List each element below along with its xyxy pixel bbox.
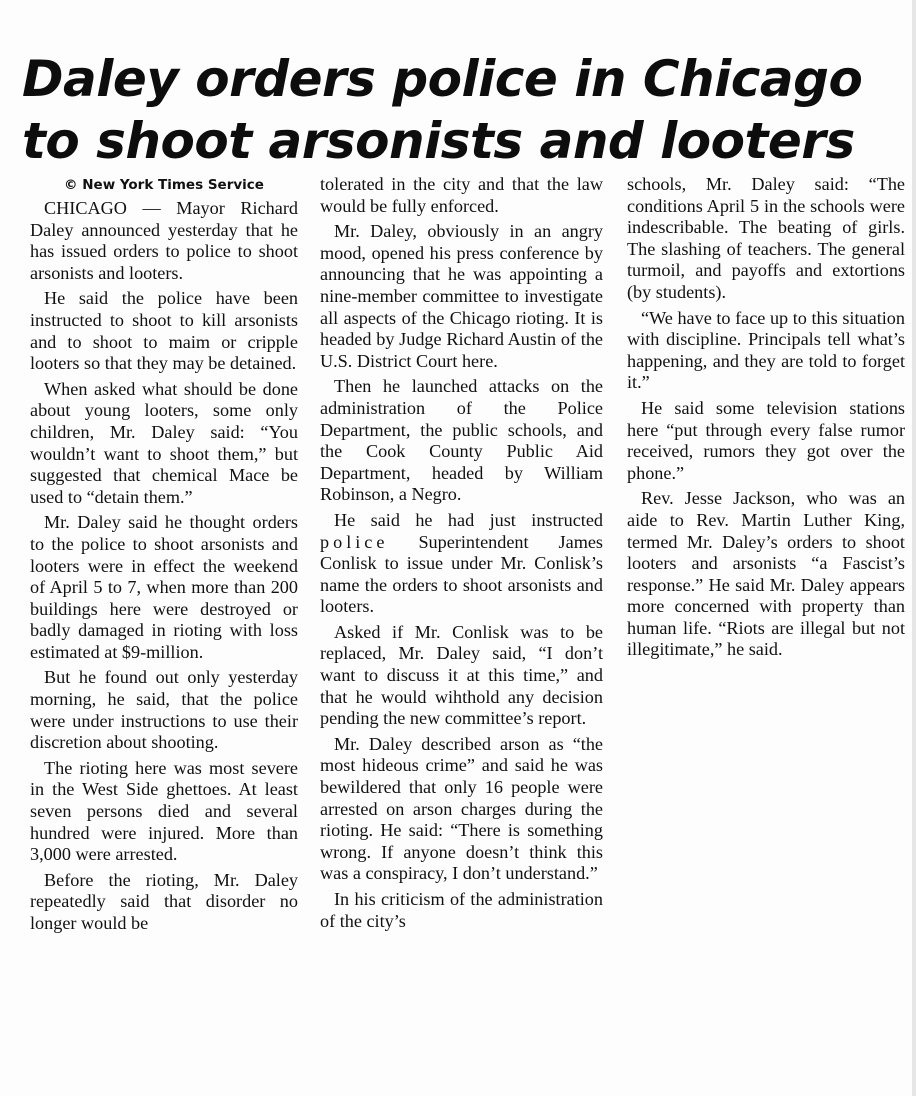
paragraph: Rev. Jesse Jackson, who was an aide to Rev. Martin Luther King, termed Mr. Daley’s orders to shoot looters and arsonists “a Fascist’s response.” He said Mr. Daley appears more concerned with property than human life. “Riots are illegal but not illegitimate,” he said. [627, 488, 905, 660]
paragraph: In his criticism of the administration of the city’s [320, 889, 603, 931]
paragraph: But he found out only yesterday morning, he said, that the police were under instructions to use their discretion about shooting. [30, 667, 298, 753]
paragraph-text: He said he had just instructed [334, 509, 603, 530]
paragraph: schools, Mr. Daley said: “The conditions April 5 in the schools were indescribable. The beating of girls. The slashing of teachers. The general turmoil, and payoffs and extortions (by students). [627, 174, 905, 302]
paragraph: Then he launched attacks on the administration of the Police Department, the public schools, and the Cook County Public Aid Department, headed by William Robinson, a Negro. [320, 376, 603, 505]
paragraph: tolerated in the city and that the law would be fully enforced. [320, 174, 603, 216]
article-column-3 [627, 174, 905, 665]
article-column-1 [30, 174, 298, 939]
paragraph: Mr. Daley said he thought orders to the police to shoot arsonists and looters were in effect the weekend of April 5 to 7, when more than 200 buildings here were destroyed or badly damaged in rioting with loss estimated at $9-million. [30, 512, 298, 662]
headline-line-2: to shoot arsonists and looters [22, 111, 855, 170]
paragraph [320, 510, 603, 618]
paragraph: “We have to face up to this situation with discipline. Principals tell what’s happening, and they are told to forget it.” [627, 307, 905, 393]
paragraph: CHICAGO — Mayor Richard Daley announced yesterday that he has issued orders to police to shoot arsonists and looters. [30, 198, 298, 283]
paragraph: The rioting here was most severe in the West Side ghettoes. At least seven persons died and several hundred were injured. More than 3,000 were arrested. [30, 757, 298, 865]
letterspaced-word: police [320, 531, 389, 552]
wire-service-credit: © New York Times Service [64, 177, 264, 193]
paragraph: Mr. Daley described arson as “the most hideous crime” and said he was bewildered that only 16 people were arrested on arson charges during the rioting. He said: “There is something wrong. If anyone doesn’t think this was a conspiracy, I don’t understand.” [320, 733, 603, 884]
paragraph: He said the police have been instructed to shoot to kill arsonists and to shoot to maim or cripple looters so that they may be detained. [30, 288, 298, 374]
paragraph: Before the rioting, Mr. Daley repeatedly said that disorder no longer would be [30, 869, 298, 933]
article-column-2 [320, 174, 603, 936]
paragraph: Asked if Mr. Conlisk was to be replaced, Mr. Daley said, “I don’t want to discuss it at this time,” and that he would wihthold any decision pending the new committee’s report. [320, 621, 603, 729]
paragraph: When asked what should be done about young looters, some only children, Mr. Daley said: “You wouldn’t want to shoot them,” but suggested that chemical Mace be used to “detain them.” [30, 378, 298, 507]
paragraph: Mr. Daley, obviously in an angry mood, opened his press conference by announcing that he was appointing a nine-member committee to investigate all aspects of the Chicago rioting. It is headed by Judge Richard Austin of the U.S. District Court here. [320, 221, 603, 371]
headline-line-1: Daley orders police in Chicago [22, 49, 863, 108]
paragraph: He said some television stations here “put through every false rumor received, rumors they got over the phone.” [627, 397, 905, 483]
headline [22, 48, 902, 172]
paragraph-text: Superintendent James Conlisk to issue under Mr. Conlisk’s name the orders to shoot arsonists and looters. [320, 531, 603, 617]
